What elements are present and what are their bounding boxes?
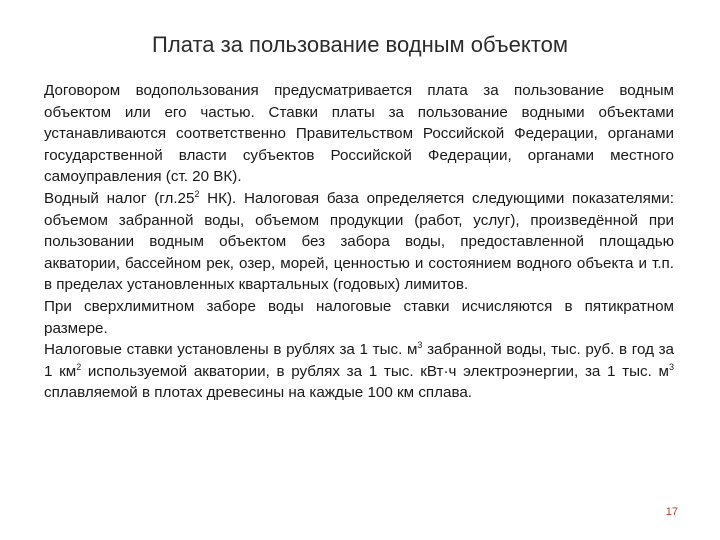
p4-text-d: сплавляемой в плотах древесины на каждые 100 км сплава. bbox=[44, 384, 473, 402]
slide-title: Плата за пользование водным объектом bbox=[152, 32, 568, 57]
page-number: 17 bbox=[665, 506, 678, 518]
p4-text-a: Налоговые ставки установлены в рублях за 1 тыс. м bbox=[44, 341, 418, 359]
p4-text-b: забранной воды, тыс. руб. в год за 1 км bbox=[44, 341, 674, 380]
p4-superscript-2: 2 bbox=[76, 361, 82, 372]
p2-superscript: 2 bbox=[194, 188, 200, 199]
paragraph-tax-rates bbox=[44, 339, 674, 404]
p2-text-b: НК). Налоговая база определяется следующими показателями: объемом забранной воды, объемом продукции (работ, услуг), произведённой при пользовании водным объектом без забора воды, предоставленной площадью акватории, бассейном рек, озер, морей, ценностью и состоянием водного объекта и т.п. в пределах установленных квартальных (годовых) лимитов. bbox=[44, 189, 674, 294]
p4-superscript-3: 3 bbox=[668, 361, 674, 372]
p2-text-a: Водный налог (гл.25 bbox=[44, 189, 195, 207]
slide-body bbox=[44, 80, 674, 404]
paragraph-contract: Договором водопользования предусматривается плата за пользование водным объектом или его частью. Ставки платы за пользование водными объектами устанавливаются соответственно Правительством Российской Федерации, органами государственной власти субъектов Российской Федерации, органами местного самоуправления (ст. 20 ВК). bbox=[44, 82, 674, 186]
p4-text-c: используемой акватории, в рублях за 1 тыс. кВт·ч электроэнергии, за 1 тыс. м bbox=[81, 362, 669, 380]
p4-superscript-1: 3 bbox=[417, 340, 423, 351]
paragraph-over-limit: При сверхлимитном заборе воды налоговые ставки исчисляются в пятикратном размере. bbox=[44, 297, 674, 337]
paragraph-water-tax bbox=[44, 188, 674, 296]
